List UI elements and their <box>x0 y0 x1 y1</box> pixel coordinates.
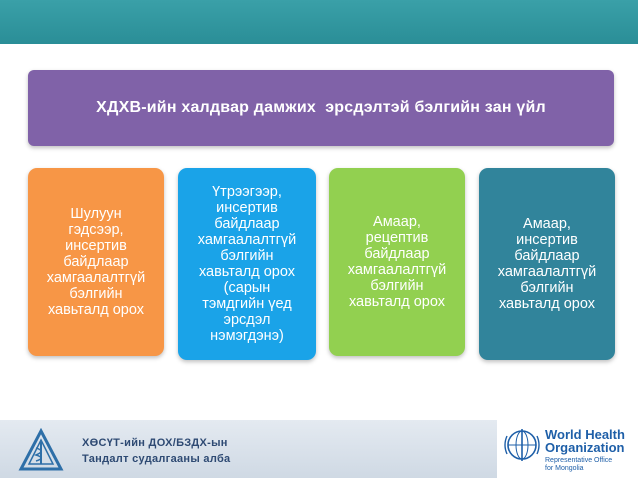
card-text: Амаар, инсертив байдлаар хамгаалалтгүй бэлгийн хавьталд орох <box>497 216 597 312</box>
card-text: Шулуун гэдсээр, инсертив байдлаар хамгаалалтгүй бэлгийн хавьталд орох <box>46 206 146 318</box>
org-name-line2: Тандалт судалгааны алба <box>82 453 231 465</box>
medical-emblem-icon <box>18 428 64 474</box>
who-name-line2: Organization <box>545 440 625 455</box>
card-text: Үтрээгээр, инсертив байдлаар хамгаалалтгүй бэлгийн хавьталд орох (сарын тэмдгийн үед эрсдэл нэмэгдэнэ) <box>197 184 297 344</box>
footer <box>0 420 638 478</box>
risk-card-oral-receptive <box>329 168 465 356</box>
risk-card-anal-insertive <box>28 168 164 356</box>
who-logo-block <box>497 420 638 478</box>
who-name-line1: World Health <box>545 427 625 442</box>
risk-card-oral-insertive <box>479 168 615 360</box>
org-name-line1: ХӨСҮТ-ийн ДОХ/БЗДХ-ын <box>82 437 228 449</box>
who-subtitle-line1: Representative Office <box>545 457 613 464</box>
header-box <box>28 70 614 146</box>
top-banner <box>0 0 638 44</box>
diagram-title: ХДХВ-ийн халдвар дамжих эрсдэлтэй бэлгийн зан үйл <box>96 99 546 116</box>
who-subtitle-line2: for Mongolia <box>545 465 584 472</box>
who-emblem-icon <box>503 426 541 464</box>
risk-card-vaginal-insertive <box>178 168 316 360</box>
card-text: Амаар, рецептив байдлаар хамгаалалтгүй бэлгийн хавьталд орох <box>347 214 447 310</box>
